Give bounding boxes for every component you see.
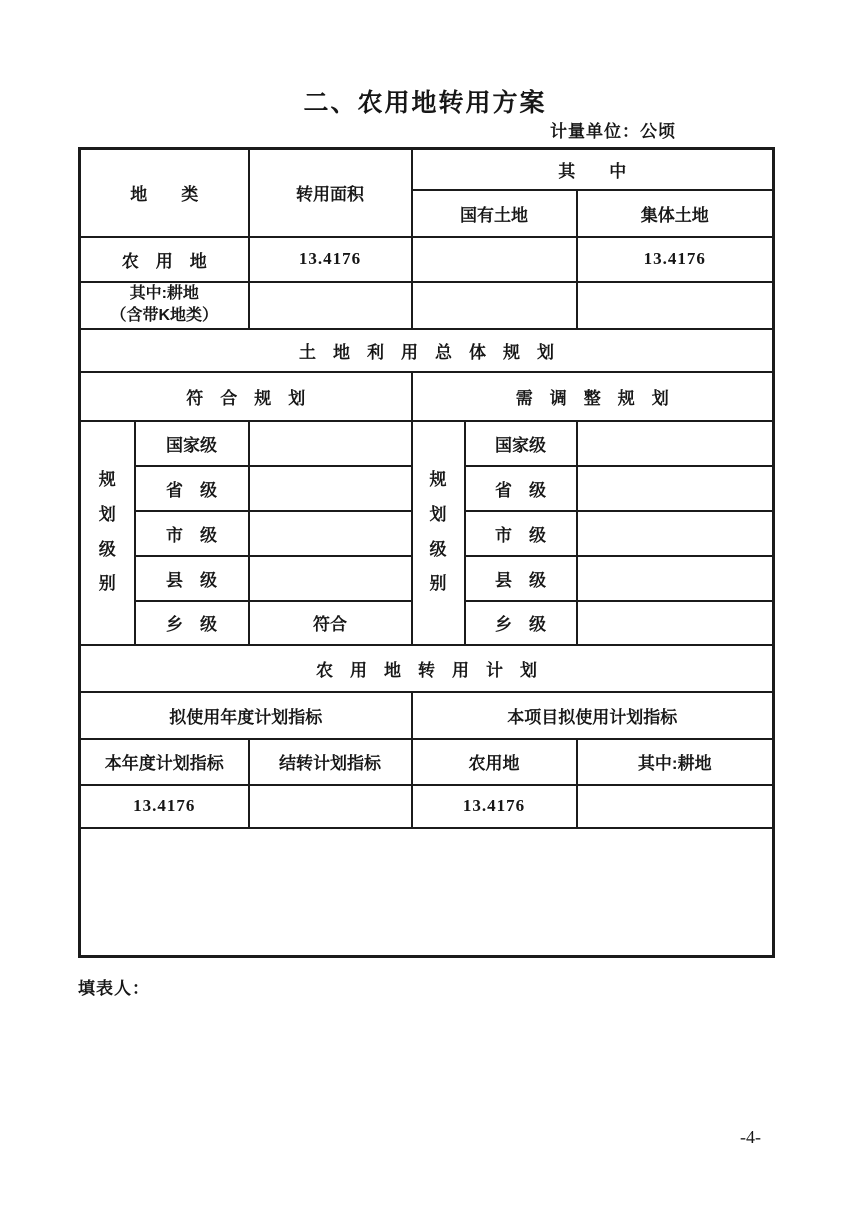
left-level-national-value	[249, 421, 412, 466]
right-level-city: 市 级	[465, 511, 577, 556]
right-level-county: 县 级	[465, 556, 577, 601]
annual-quota-header: 拟使用年度计划指标	[80, 692, 412, 739]
left-level-province: 省 级	[135, 466, 249, 511]
project-agri-land-header: 农用地	[412, 739, 577, 785]
header-land-class: 地 类	[80, 149, 249, 237]
left-level-county-value	[249, 556, 412, 601]
overall-plan-section-title: 土 地 利 用 总 体 规 划	[80, 329, 774, 372]
header-state-owned-land: 国有土地	[412, 190, 577, 237]
cultivated-conversion-area-value	[249, 282, 412, 329]
project-cultivated-value	[577, 785, 774, 828]
cultivated-land-label-line2: （含带K地类）	[110, 307, 219, 324]
right-level-province: 省 级	[465, 466, 577, 511]
right-level-city-value	[577, 511, 774, 556]
current-year-quota-value: 13.4176	[80, 785, 249, 828]
agri-land-label: 农 用 地	[80, 237, 249, 282]
conform-plan-header: 符 合 规 划	[80, 372, 412, 421]
form-filler-label: 填表人：	[78, 979, 150, 998]
right-level-township-value	[577, 601, 774, 645]
header-collective-land: 集体土地	[577, 190, 774, 237]
agri-land-conversion-area-value: 13.4176	[249, 237, 412, 282]
current-year-quota-header: 本年度计划指标	[80, 739, 249, 785]
right-level-province-value	[577, 466, 774, 511]
measurement-unit-note: 计量单位：公顷	[550, 122, 676, 141]
left-level-province-value	[249, 466, 412, 511]
left-plan-level-group-label: 规划级别	[98, 469, 116, 594]
left-level-township: 乡 级	[135, 601, 249, 645]
project-agri-land-value: 13.4176	[412, 785, 577, 828]
left-level-city: 市 级	[135, 511, 249, 556]
adjust-plan-header: 需 调 整 规 划	[412, 372, 774, 421]
left-level-city-value	[249, 511, 412, 556]
carryover-quota-value	[249, 785, 412, 828]
page-number: -4-	[740, 1127, 761, 1147]
right-level-township: 乡 级	[465, 601, 577, 645]
agri-land-state-owned-value	[412, 237, 577, 282]
right-plan-level-group-label: 规划级别	[429, 469, 447, 594]
cultivated-state-owned-value	[412, 282, 577, 329]
cultivated-land-label-line1: 其中:耕地	[129, 285, 199, 303]
carryover-quota-header: 结转计划指标	[249, 739, 412, 785]
agri-land-collective-value: 13.4176	[577, 237, 774, 282]
document-title: 二、农用地转用方案	[303, 89, 547, 117]
header-conversion-area: 转用面积	[249, 149, 412, 237]
project-quota-header: 本项目拟使用计划指标	[412, 692, 774, 739]
left-plan-level-group	[80, 421, 135, 645]
cultivated-collective-value	[577, 282, 774, 329]
project-cultivated-header: 其中:耕地	[577, 739, 774, 785]
left-level-national: 国家级	[135, 421, 249, 466]
right-level-national: 国家级	[465, 421, 577, 466]
remarks-cell	[80, 828, 774, 957]
right-level-county-value	[577, 556, 774, 601]
cultivated-land-label	[80, 282, 249, 329]
right-level-national-value	[577, 421, 774, 466]
right-plan-level-group	[412, 421, 465, 645]
left-level-township-value: 符合	[249, 601, 412, 645]
land-conversion-table	[78, 147, 775, 958]
left-level-county: 县 级	[135, 556, 249, 601]
header-of-which: 其 中	[412, 149, 774, 190]
conversion-plan-section-title: 农 用 地 转 用 计 划	[80, 645, 774, 692]
